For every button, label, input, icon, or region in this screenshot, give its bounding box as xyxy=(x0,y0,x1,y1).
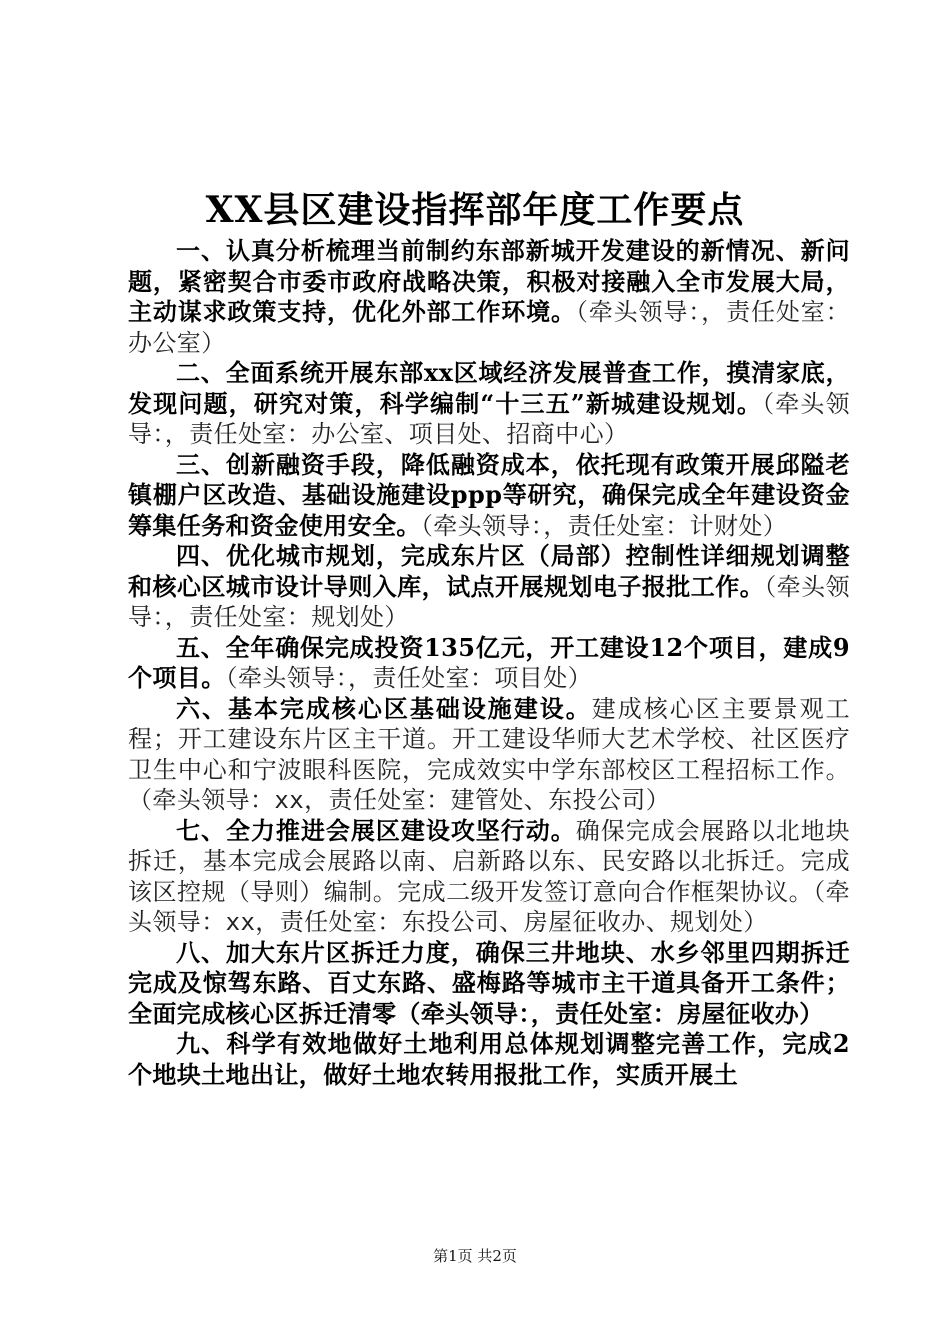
paragraph-8 xyxy=(128,938,850,1030)
paragraph-6 xyxy=(128,694,850,816)
paragraph-note: （牵头领导：，责任处室：规划处） xyxy=(128,572,850,631)
paragraph-7 xyxy=(128,816,850,938)
paragraph-9 xyxy=(128,1029,850,1090)
paragraph-3 xyxy=(128,450,850,542)
paragraph-main-text: 一、认真分析梳理当前制约东部新城开发建设的新情况、新问题，紧密契合市委市政府战略决策，积极对接融入全市发展大局，主动谋求政策支持，优化外部工作环境。 xyxy=(128,236,850,326)
paragraph-1 xyxy=(128,236,850,358)
paragraph-note: （牵头领导：，责任处室：计财处） xyxy=(420,511,788,540)
paragraph-main-text: 七、全力推进会展区建设攻坚行动。 xyxy=(176,815,576,845)
paragraph-note: 建成核心区主要景观工程；开工建设东片区主干道。开工建设华师大艺术学校、社区医疗卫生中心和宁波眼科医院，完成效实中学东部校区工程招标工作。（牵头领导：xx，责任处室：建管处、东投公司） xyxy=(128,694,851,814)
paragraph-main-text: 五、全年确保完成投资135亿元，开工建设12个项目，建成9个项目。 xyxy=(128,632,850,692)
paragraph-note: 确保完成会展路以北地块拆迁，基本完成会展路以南、启新路以东、民安路以北拆迁。完成该区控规（导则）编制。完成二级开发签订意向合作框架协议。（牵头领导：xx，责任处室：东投公司、房屋征收办、规划处） xyxy=(128,816,850,936)
paragraph-main-text: 八、加大东片区拆迁力度，确保三井地块、水乡邻里四期拆迁完成及惊驾东路、百丈东路、盛梅路等城市主干道具备开工条件；全面完成核心区拆迁清零（牵头领导：，责任处室：房屋征收办） xyxy=(128,937,850,1028)
paragraph-main-text: 六、基本完成核心区基础设施建设。 xyxy=(176,693,592,723)
document-title: XX县区建设指挥部年度工作要点 xyxy=(205,189,745,231)
paragraph-note: （牵头领导：，责任处室：办公室） xyxy=(128,298,850,357)
paragraph-main-text: 九、科学有效地做好土地利用总体规划调整完善工作，完成2个地块土地出让，做好土地农转用报批工作，实质开展土 xyxy=(128,1029,850,1089)
paragraph-4 xyxy=(128,541,850,633)
document-body xyxy=(128,236,850,1090)
paragraph-note: （牵头领导：，责任处室：办公室、项目处、招商中心） xyxy=(128,389,850,448)
paragraph-main-text: 四、优化城市规划，完成东片区（局部）控制性详细规划调整和核心区城市设计导则入库，试点开展规划电子报批工作。 xyxy=(128,541,850,601)
paragraph-note: （牵头领导：，责任处室：项目处） xyxy=(225,664,593,692)
paragraph-2 xyxy=(128,358,850,450)
paragraph-main-text: 三、创新融资手段，降低融资成本，依托现有政策开展邱隘老镇棚户区改造、基础设施建设ppp等研究，确保完成全年建设资金筹集任务和资金使用安全。 xyxy=(128,449,850,540)
paragraph-5 xyxy=(128,633,850,694)
paragraph-main-text: 二、全面系统开展东部xx区域经济发展普查工作，摸清家底，发现问题，研究对策，科学编制“十三五”新城建设规划。 xyxy=(128,358,850,418)
page-footer: 第1页 共2页 xyxy=(433,1247,517,1265)
